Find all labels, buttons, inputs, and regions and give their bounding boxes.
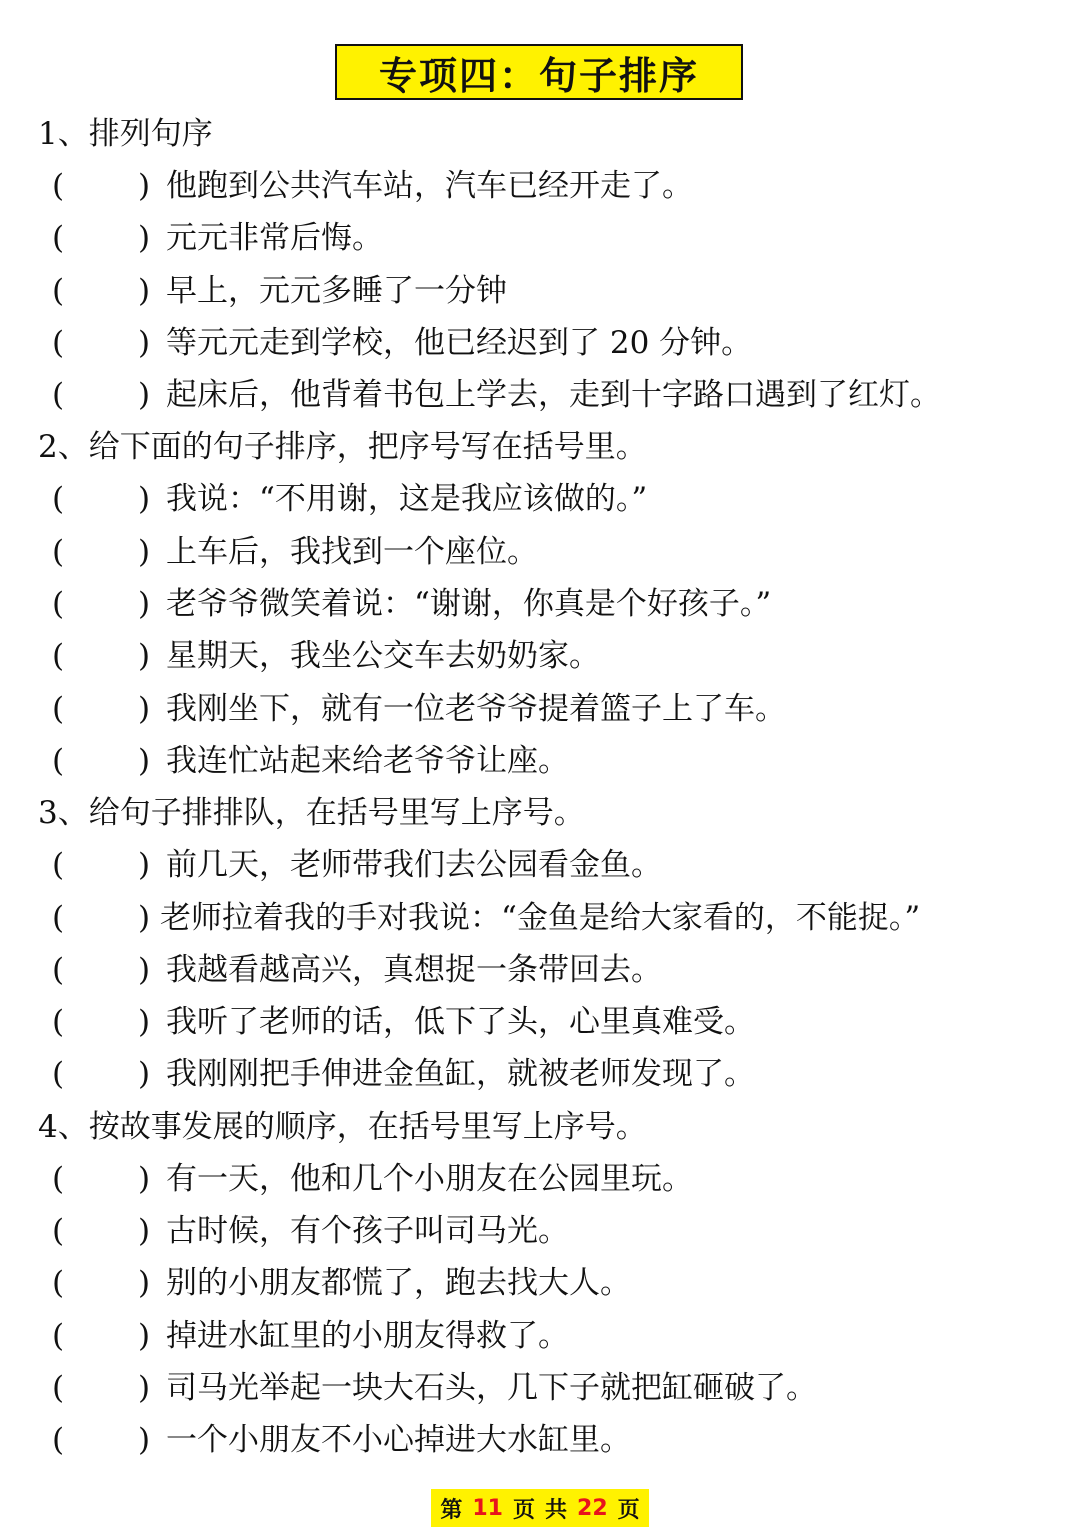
answer-blank-open: ( [52,1056,65,1093]
sentence-text: 老爷爷微笑着说：“谢谢，你真是个好孩子。” [166,586,772,623]
sentence-text: 我刚刚把手伸进金鱼缸，就被老师发现了。 [166,1056,755,1093]
sentence-text: 起床后，他背着书包上学去，走到十字路口遇到了红灯。 [166,377,941,414]
answer-blank-open: ( [52,377,65,414]
sentence-text: 我越看越高兴，真想捉一条带回去。 [166,951,662,988]
answer-blank-open: ( [52,742,65,779]
answer-blank-close: ) [138,847,151,884]
answer-blank-close: ) [138,1317,151,1354]
answer-blank-open: ( [52,899,65,936]
sentence-text: 前几天，老师带我们去公园看金鱼。 [166,847,662,884]
worksheet-content [38,108,1068,1467]
total-label: 共 [545,1497,568,1523]
answer-blank-close: ) [138,899,151,936]
answer-blank-open: ( [52,1213,65,1250]
sentence-text: 我说：“不用谢，这是我应该做的。” [166,481,648,518]
answer-blank-close: ) [138,1213,151,1250]
ordering-item [38,369,1068,421]
answer-blank-open: ( [52,1265,65,1302]
ordering-item [38,683,1068,735]
sentence-text: 元元非常后悔。 [166,220,383,257]
ordering-item [38,892,1068,944]
section-title: 3、给句子排排队，在括号里写上序号。 [38,795,585,832]
answer-blank-close: ) [138,1369,151,1406]
answer-blank-close: ) [138,742,151,779]
ordering-item [38,839,1068,891]
ordering-item [38,265,1068,317]
ordering-item [38,317,1068,369]
ordering-item [38,1310,1068,1362]
answer-blank-close: ) [138,638,151,675]
answer-blank-close: ) [138,1422,151,1459]
answer-blank-open: ( [52,272,65,309]
section-title: 2、给下面的句子排序，把序号写在括号里。 [38,429,647,466]
section-title: 4、按故事发展的顺序，在括号里写上序号。 [38,1108,647,1145]
sentence-text: 古时候，有个孩子叫司马光。 [166,1213,569,1250]
current-page-number: 11 [472,1495,503,1521]
ordering-item [38,944,1068,996]
ordering-item [38,996,1068,1048]
ordering-item [38,1362,1068,1414]
answer-blank-close: ) [138,377,151,414]
sentence-text: 司马光举起一块大石头，几下子就把缸砸破了。 [166,1369,817,1406]
ordering-item [38,473,1068,525]
answer-blank-close: ) [138,168,151,204]
ordering-item [38,1205,1068,1257]
answer-blank-open: ( [52,1317,65,1354]
answer-blank-open: ( [52,1422,65,1459]
ordering-item [38,212,1068,264]
answer-blank-close: ) [138,951,151,988]
sentence-text: 等元元走到学校，他已经迟到了 20 分钟。 [166,324,753,361]
worksheet-title: 专项四：句子排序 [335,44,743,100]
page-label: 页 [512,1497,535,1523]
answer-blank-open: ( [52,481,65,518]
sentence-text: 上车后，我找到一个座位。 [166,533,538,570]
ordering-item [38,735,1068,787]
answer-blank-open: ( [52,638,65,675]
ordering-item [38,1048,1068,1100]
sentence-text: 别的小朋友都慌了，跑去找大人。 [166,1265,631,1302]
answer-blank-open: ( [52,533,65,570]
answer-blank-close: ) [138,1265,151,1302]
ordering-item [38,1257,1068,1309]
answer-blank-close: ) [138,533,151,570]
answer-blank-close: ) [138,586,151,623]
ordering-item [38,160,1068,212]
page-prefix: 第 [440,1497,463,1523]
sentence-text: 我听了老师的话，低下了头，心里真难受。 [166,1004,755,1041]
answer-blank-close: ) [138,690,151,727]
answer-blank-open: ( [52,847,65,884]
page-suffix: 页 [617,1497,640,1523]
answer-blank-open: ( [52,951,65,988]
ordering-item [38,630,1068,682]
sentence-text: 他跑到公共汽车站，汽车已经开走了。 [166,168,693,204]
section-title: 1、排列句序 [38,116,213,152]
section-3 [38,787,1068,1100]
total-pages-number: 22 [577,1495,608,1521]
answer-blank-open: ( [52,168,65,204]
answer-blank-open: ( [52,1160,65,1197]
answer-blank-open: ( [52,1004,65,1041]
page-indicator [431,1489,649,1527]
answer-blank-close: ) [138,272,151,309]
sentence-text: 我刚坐下，就有一位老爷爷提着篮子上了车。 [166,690,786,727]
sentence-text: 星期天，我坐公交车去奶奶家。 [166,638,600,675]
ordering-item [38,526,1068,578]
answer-blank-open: ( [52,1369,65,1406]
answer-blank-close: ) [138,1056,151,1093]
section-2 [38,421,1068,787]
sentence-text: 我连忙站起来给老爷爷让座。 [166,742,569,779]
ordering-item [38,578,1068,630]
sentence-text: 有一天，他和几个小朋友在公园里玩。 [166,1160,693,1197]
answer-blank-close: ) [138,481,151,518]
section-4 [38,1101,1068,1467]
answer-blank-open: ( [52,324,65,361]
answer-blank-open: ( [52,220,65,257]
answer-blank-close: ) [138,220,151,257]
answer-blank-close: ) [138,324,151,361]
answer-blank-open: ( [52,586,65,623]
answer-blank-close: ) [138,1004,151,1041]
sentence-text: 早上，元元多睡了一分钟 [166,272,507,309]
sentence-text: 一个小朋友不小心掉进大水缸里。 [166,1422,631,1459]
ordering-item [38,1153,1068,1205]
section-1 [38,108,1068,421]
answer-blank-open: ( [52,690,65,727]
sentence-text: 掉进水缸里的小朋友得救了。 [166,1317,569,1354]
sentence-text: 老师拉着我的手对我说：“金鱼是给大家看的，不能捉。” [160,899,921,936]
ordering-item [38,1414,1068,1466]
answer-blank-close: ) [138,1160,151,1197]
